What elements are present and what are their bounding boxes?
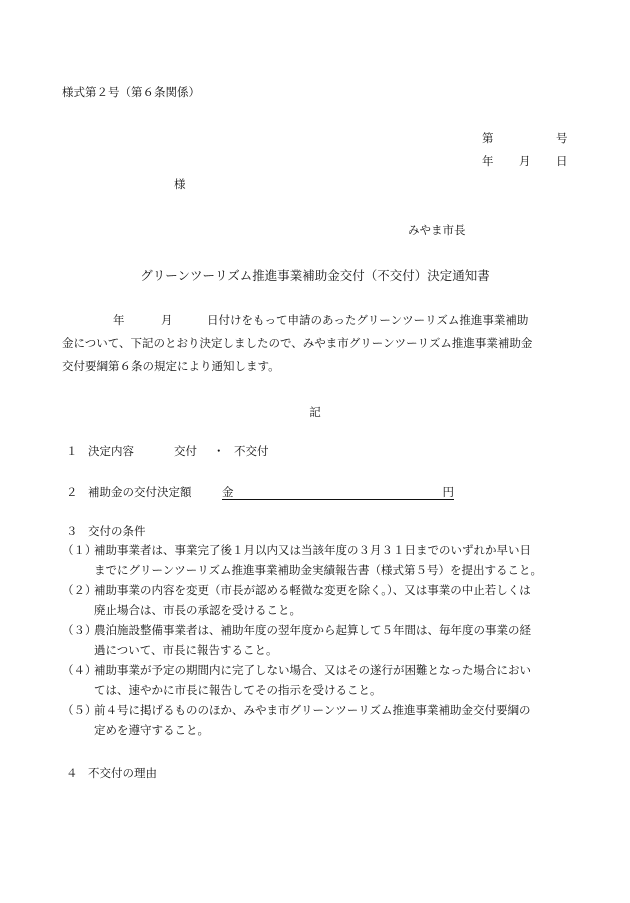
item1-label: 決定内容	[88, 444, 134, 458]
condition-number: （４）	[62, 663, 97, 677]
condition-text-cont: 定めを遵守すること。	[94, 723, 209, 737]
condition-3	[62, 620, 572, 660]
intro-text-line1: 日付けをもって申請のあったグリーンツーリズム推進事業補助	[207, 313, 529, 327]
document-title: グリーンツーリズム推進事業補助金交付（不交付）決定通知書	[140, 268, 490, 283]
recipient-suffix: 様	[174, 177, 186, 191]
item4-number: ４	[66, 766, 78, 780]
intro-text-line3: 交付要綱第６条の規定により通知します。	[62, 359, 280, 373]
condition-1	[62, 540, 572, 580]
condition-text: 農泊施設整備事業者は、補助年度の翌年度から起算して５年間は、毎年度の事業の経	[94, 623, 531, 637]
amount-field	[222, 484, 454, 500]
date-day: 日	[556, 154, 568, 168]
condition-4	[62, 660, 572, 700]
item3-label: 交付の条件	[88, 524, 146, 538]
condition-text-cont: までにグリーンツーリズム推進事業補助金実績報告書（様式第５号）を提出すること。	[94, 563, 543, 577]
item2-number: ２	[66, 485, 78, 499]
issuer: みやま市長	[408, 223, 466, 237]
condition-text: 補助事業者は、事業完了後１月以内又は当該年度の３月３１日までのいずれか早い日	[94, 543, 531, 557]
date-year: 年	[482, 154, 494, 168]
condition-number: （２）	[62, 583, 97, 597]
item1-option-nongrant: 不交付	[234, 444, 269, 458]
ki-heading: 記	[309, 405, 321, 419]
amount-suffix: 円	[442, 485, 454, 499]
number-prefix: 第	[482, 131, 494, 145]
item1-option-grant: 交付	[174, 444, 197, 458]
intro-text-line2: 金について、下記のとおり決定しましたので、みやま市グリーンツーリズム推進事業補助金	[62, 336, 533, 350]
item1-number: １	[66, 444, 78, 458]
condition-text-cont: 過について、市長に報告すること。	[94, 643, 278, 657]
form-label: 様式第２号（第６条関係）	[62, 85, 200, 99]
item1-separator: ・	[213, 444, 225, 458]
item2-label: 補助金の交付決定額	[88, 485, 192, 499]
condition-text-cont: ては、速やかに市長に報告してその指示を受けること。	[94, 683, 382, 697]
date-month: 月	[519, 154, 531, 168]
condition-number: （１）	[62, 543, 97, 557]
number-suffix: 号	[556, 131, 568, 145]
condition-text: 補助事業が予定の期間内に完了しない場合、又はその遂行が困難となった場合におい	[94, 663, 531, 677]
conditions-list	[62, 540, 572, 740]
condition-text: 前４号に掲げるもののほか、みやま市グリーンツーリズム推進事業補助金交付要綱の	[94, 703, 531, 717]
condition-2	[62, 580, 572, 620]
condition-number: （５）	[62, 703, 97, 717]
condition-text-cont: 廃止場合は、市長の承認を受けること。	[94, 603, 301, 617]
intro-year: 年	[113, 313, 125, 327]
condition-text: 補助事業の内容を変更（市長が認める軽微な変更を除く。）、又は事業の中止若しくは	[94, 583, 531, 597]
condition-5	[62, 700, 572, 740]
item4-label: 不交付の理由	[88, 766, 157, 780]
amount-prefix: 金	[222, 485, 234, 499]
condition-number: （３）	[62, 623, 97, 637]
item3-number: ３	[66, 524, 78, 538]
intro-month: 月	[161, 313, 173, 327]
